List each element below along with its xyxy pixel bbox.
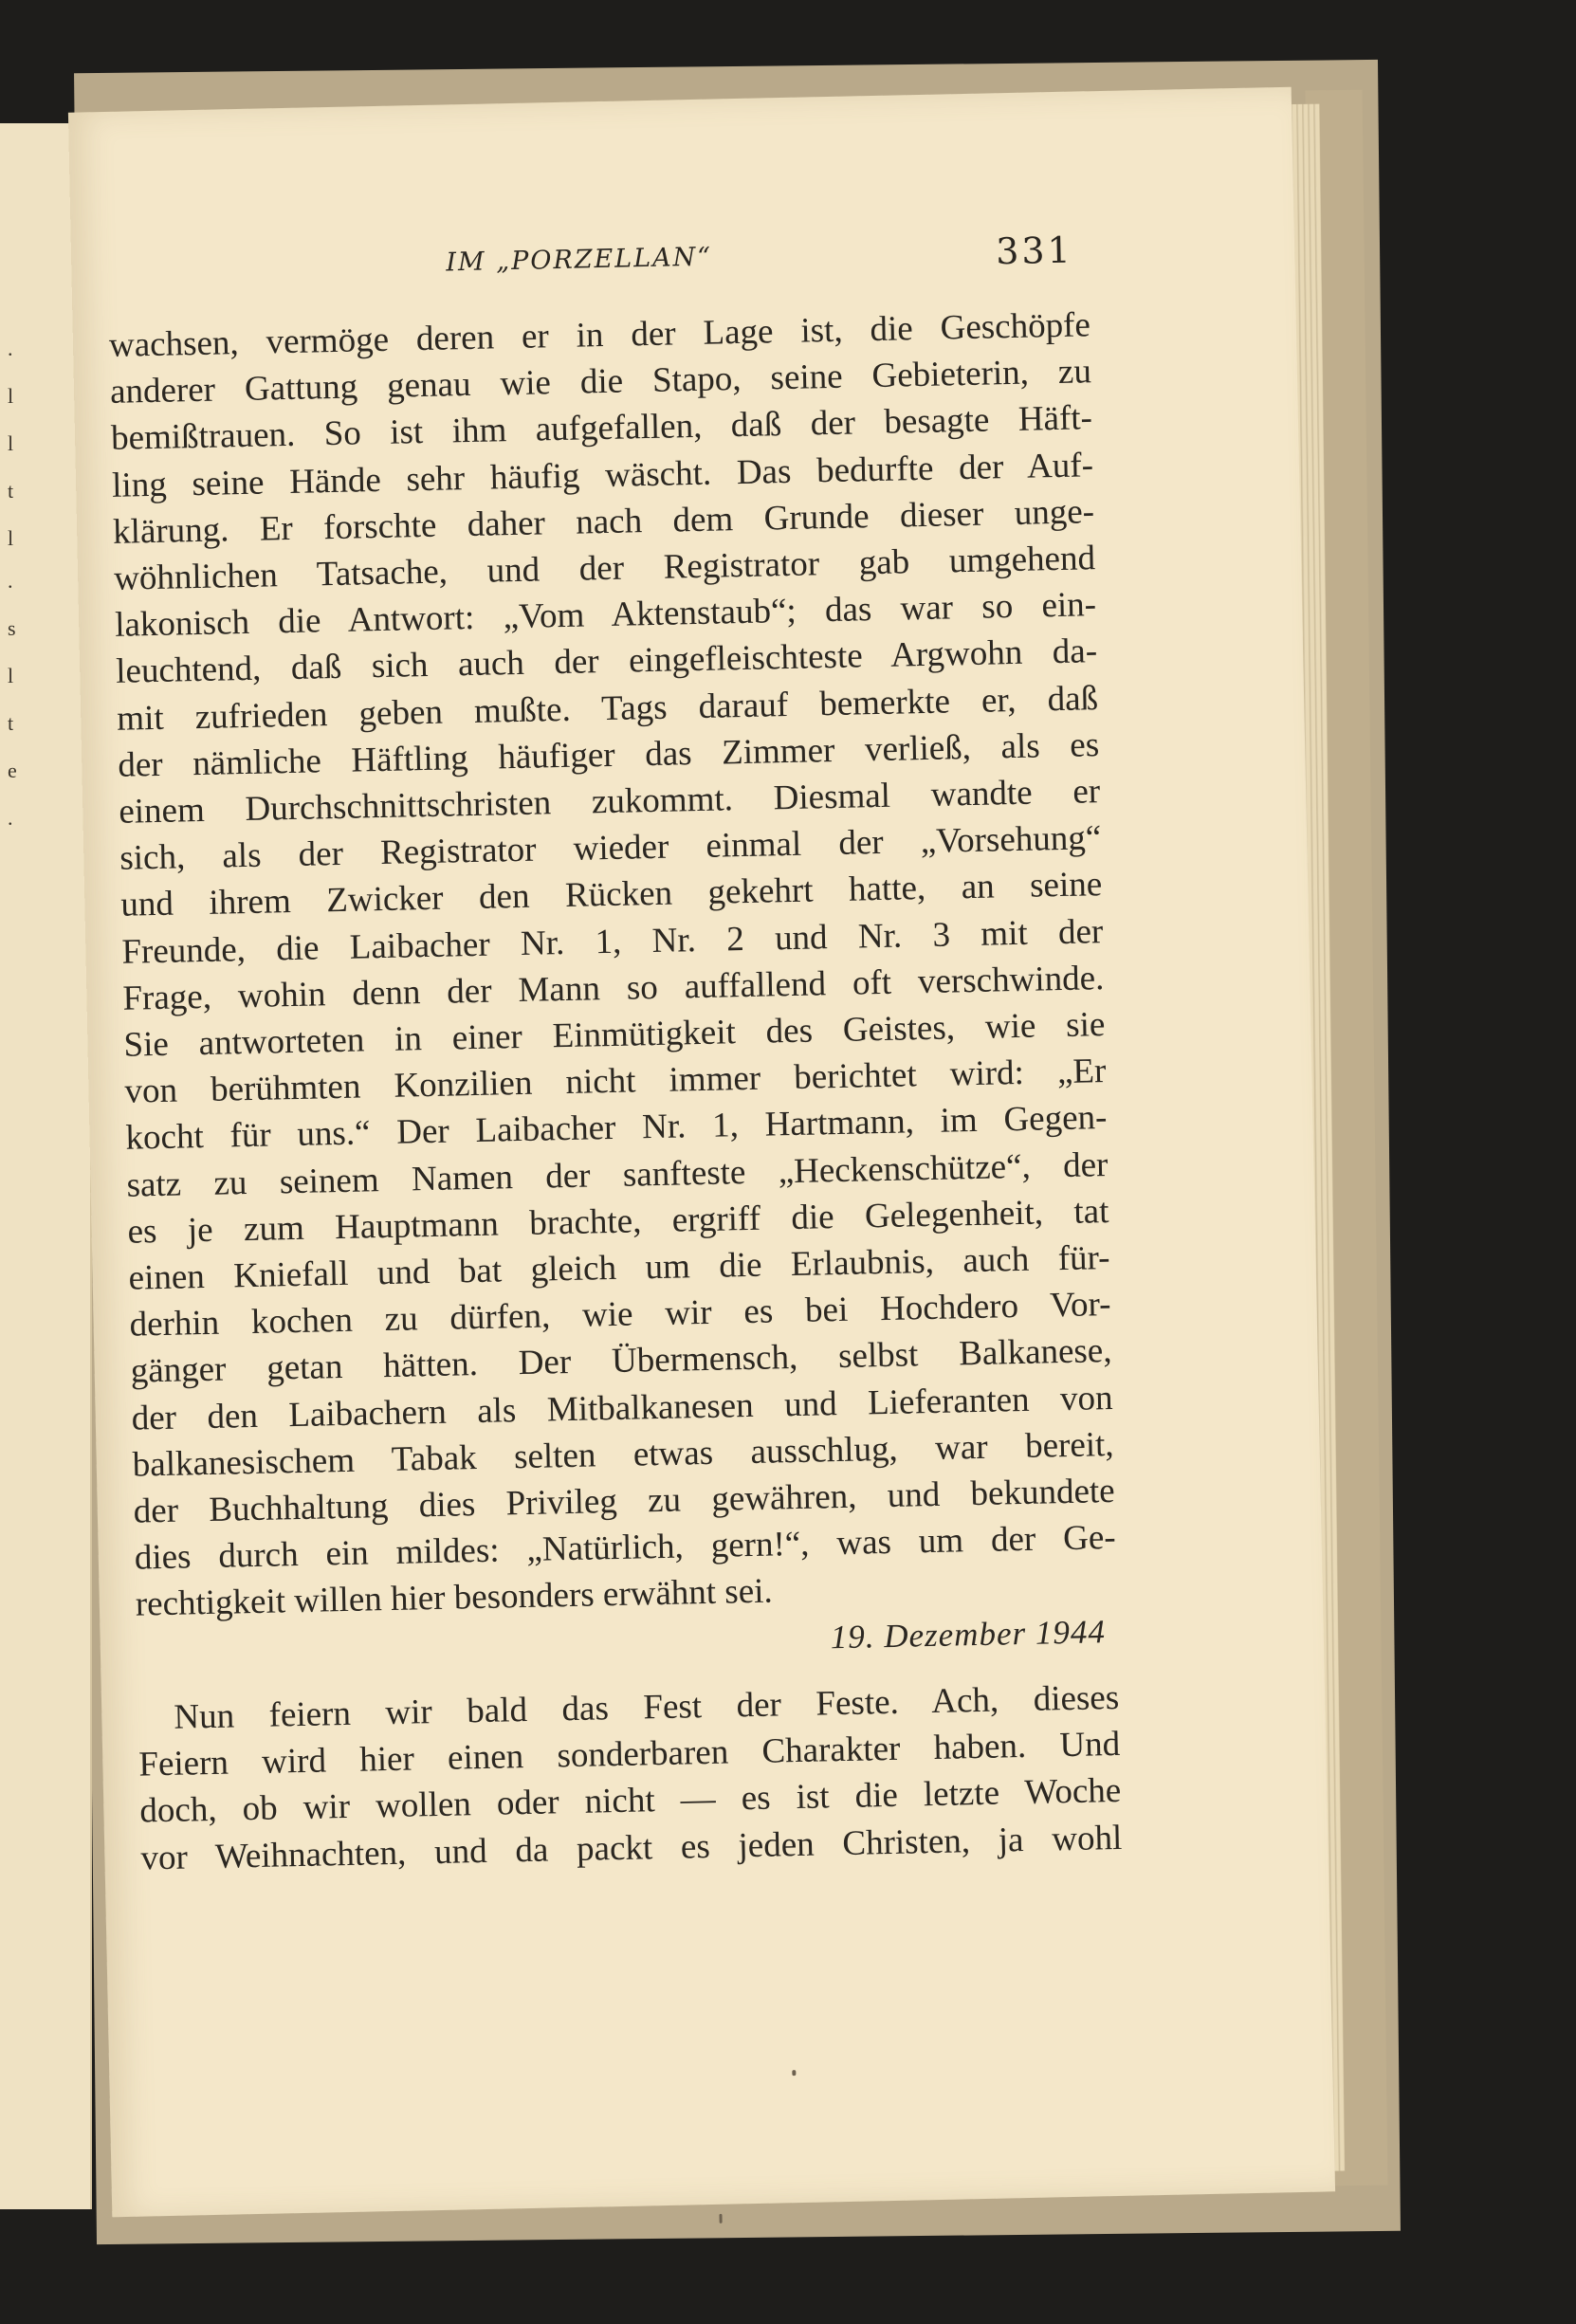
margin-glyph: t xyxy=(8,479,14,503)
text-line: gänger getan hätten. Der Übermensch, selbst Balkanese, xyxy=(130,1331,1112,1392)
text-line: rechtigkeit willen hier besonders erwähnt sei. xyxy=(135,1572,774,1625)
text-line: doch, ob wir wollen oder nicht — es ist die letzte Woche xyxy=(139,1771,1122,1831)
entry-paragraph xyxy=(137,1674,1123,1881)
margin-glyph: t xyxy=(8,711,14,735)
text-line: der den Laibachern als Mitbalkanesen und Lieferanten von xyxy=(131,1378,1113,1438)
text-line: und ihrem Zwicker den Rücken gekehrt hatte, an seine xyxy=(119,865,1103,925)
margin-glyph: l xyxy=(8,526,14,550)
page-number: 331 xyxy=(995,229,1074,273)
text-line: dies durch ein mildes: „Natürlich, gern!“, was um der Ge- xyxy=(134,1518,1117,1578)
margin-glyph: . xyxy=(8,337,13,360)
text-line: Freunde, die Laibacher Nr. 1, Nr. 2 und Nr. 3 mit der xyxy=(121,911,1104,972)
body-paragraph xyxy=(109,302,1118,1628)
text-line: anderer Gattung genau wie die Stapo, seine Gebieterin, zu xyxy=(109,352,1092,412)
text-line: wöhnlichen Tatsache, und der Registrator gab umgehend xyxy=(113,539,1096,598)
text-line: der nämliche Häftling häufiger das Zimmer verließ, als es xyxy=(117,724,1100,785)
margin-glyph: s xyxy=(8,616,16,640)
paper-speck xyxy=(792,2070,796,2076)
text-line: ling seine Hände sehr häufig wäscht. Das bedurfte der Auf- xyxy=(111,445,1094,505)
margin-glyph: . xyxy=(8,806,13,830)
text-line: wachsen, vermöge deren er in der Lage ist, die Geschöpfe xyxy=(108,305,1091,365)
text-line: es je zum Hauptmann brachte, ergriff die Gelegenheit, tat xyxy=(127,1191,1109,1252)
text-line: einen Kniefall und bat gleich um die Erlaubnis, auch für- xyxy=(128,1238,1110,1298)
paper-speck xyxy=(719,2214,722,2223)
margin-glyph: e xyxy=(8,759,17,782)
text-line: Feiern wird hier einen sonderbaren Charakter haben. Und xyxy=(137,1725,1121,1784)
text-line: mit zufrieden geben mußte. Tags darauf bemerkte er, daß xyxy=(116,678,1099,739)
text-line: kocht für uns.“ Der Laibacher Nr. 1, Hartmann, im Gegen- xyxy=(125,1098,1108,1159)
margin-glyph: l xyxy=(8,431,14,455)
text-line: der Buchhaltung dies Privileg zu gewähren, und bekundete xyxy=(133,1472,1116,1531)
text-line: Frage, wohin denn der Mann so auffallend oft verschwinde. xyxy=(122,958,1105,1018)
entry-date: 19. Dezember 1944 xyxy=(830,1613,1107,1656)
text-line: von berühmten Konzilien nicht immer berichtet wird: „Er xyxy=(124,1052,1107,1111)
text-line: Nun feiern wir bald das Fest der Feste. Ach, dieses xyxy=(173,1677,1120,1737)
text-line: lakonisch die Antwort: „Vom Aktenstaub“; das war so ein- xyxy=(114,585,1097,646)
margin-glyph: . xyxy=(8,569,13,593)
text-line: satz zu seinem Namen der sanfteste „Heckenschütze“, der xyxy=(126,1144,1109,1205)
text-line: einem Durchschnittschristen zukommt. Diesmal wandte er xyxy=(118,772,1101,832)
text-line: vor Weihnachten, und da packt es jeden Christen, ja wohl xyxy=(140,1818,1123,1878)
text-line: balkanesischem Tabak selten etwas ausschlug, war bereit, xyxy=(132,1424,1114,1485)
text-line: klärung. Er forschte daher nach dem Grunde dieser unge- xyxy=(112,491,1095,552)
text-line: derhin kochen zu dürfen, wie wir es bei Hochdero Vor- xyxy=(129,1285,1111,1345)
text-line: Sie antworteten in einer Einmütigkeit des Geistes, wie sie xyxy=(123,1005,1106,1065)
text-line: bemißtrauen. So ist ihm aufgefallen, daß der besagte Häft- xyxy=(110,398,1093,459)
book-page xyxy=(68,87,1335,2218)
page-header xyxy=(71,225,1295,307)
text-line: leuchtend, daß sich auch der eingefleischteste Argwohn da- xyxy=(115,631,1098,692)
margin-glyph: l xyxy=(8,664,14,687)
margin-glyph: l xyxy=(8,384,14,408)
text-line: sich, als der Registrator wieder einmal der „Vorsehung“ xyxy=(119,818,1102,879)
running-head: IM „PORZELLAN“ xyxy=(445,242,713,278)
